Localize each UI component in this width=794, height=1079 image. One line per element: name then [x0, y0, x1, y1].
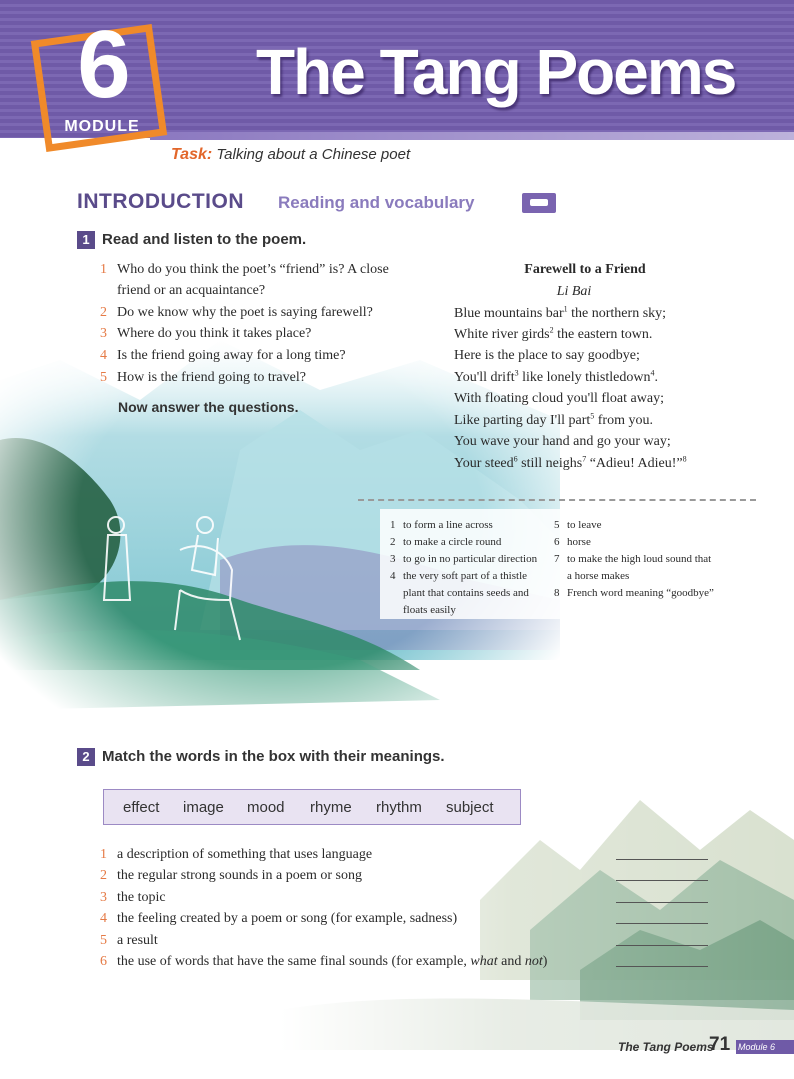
page-number: 71	[709, 1034, 731, 1055]
footer-title: The Tang Poems	[618, 1040, 714, 1054]
meaning-item	[100, 844, 720, 866]
question-item	[100, 323, 430, 344]
answer-blank[interactable]	[616, 966, 708, 967]
answer-blank[interactable]	[616, 880, 708, 881]
poem-line: You'll drift$^3$ like lonely thistledown$^4$.	[454, 368, 658, 385]
activity-number: 2	[77, 748, 95, 766]
section-subheading: Reading and vocabulary	[278, 193, 475, 212]
meaning-number: 1	[100, 847, 107, 862]
task-label: Task:	[171, 146, 213, 163]
question-item	[100, 302, 430, 323]
word-box-item: effect	[123, 799, 160, 816]
poem-line: Blue mountains bar$^1$ the northern sky;	[454, 304, 667, 321]
meaning-text: a result	[117, 933, 158, 948]
answer-blank[interactable]	[616, 859, 708, 860]
footnote: 8 French word meaning “goodbye”	[554, 587, 714, 599]
meaning-number: 5	[100, 933, 107, 948]
meaning-item	[100, 951, 720, 973]
question-number: 3	[100, 326, 107, 341]
module-number: 6	[77, 11, 131, 118]
answer-blank[interactable]	[616, 945, 708, 946]
footnote: 3 to go in no particular direction	[390, 553, 538, 565]
word-box-item: mood	[247, 799, 285, 816]
task-line	[171, 144, 571, 166]
footnote: 4 the very soft part of a thistle plant that contains seeds and floats easily	[390, 570, 529, 616]
poem-author: Li Bai	[556, 284, 592, 299]
question-number: 5	[100, 370, 107, 385]
word-box-item: image	[183, 799, 224, 816]
meaning-text: the regular strong sounds in a poem or song	[117, 868, 362, 883]
activity-title: Match the words in the box with their meanings.	[102, 748, 445, 765]
footnote: 1 to form a line across	[390, 519, 493, 531]
question-text: Is the friend going away for a long time?	[117, 348, 346, 363]
footnote: 2 to make a circle round	[390, 536, 502, 548]
activity-number: 1	[77, 231, 95, 249]
meaning-number: 3	[100, 890, 107, 905]
meaning-number: 2	[100, 868, 107, 883]
poem-line: You wave your hand and go your way;	[454, 434, 671, 449]
meaning-text: the topic	[117, 890, 166, 905]
question-number: 1	[100, 262, 107, 277]
question-item	[100, 367, 430, 388]
question-text: Do we know why the poet is saying farewell?	[117, 305, 373, 320]
footnote: 5 to leave	[554, 519, 602, 531]
poem-line: With floating cloud you'll float away;	[454, 391, 664, 406]
footnote: 6 horse	[554, 536, 591, 548]
meaning-number: 4	[100, 911, 107, 926]
footer-module-label: Module 6	[738, 1042, 776, 1052]
poem-line: Your steed$^6$ still neighs$^7$ “Adieu! Adieu!”$^8$	[454, 454, 687, 471]
meaning-item	[100, 865, 720, 887]
task-text: Talking about a Chinese poet	[216, 146, 411, 163]
poem-line: Here is the place to say goodbye;	[454, 348, 640, 363]
footnote: 7 to make the high loud sound that a horse makes	[554, 553, 712, 582]
section-heading: INTRODUCTION	[77, 190, 244, 213]
header-underline	[150, 132, 794, 140]
question-item	[100, 259, 430, 301]
meaning-item	[100, 908, 720, 930]
question-number: 4	[100, 348, 107, 363]
question-number: 2	[100, 305, 107, 320]
activity-title: Read and listen to the poem.	[102, 231, 307, 248]
question-text: Where do you think it takes place?	[117, 326, 312, 341]
word-box-item: rhyme	[310, 799, 352, 816]
poem-line: White river girds$^2$ the eastern town.	[454, 325, 653, 342]
word-box-item: subject	[446, 799, 494, 816]
question-text: How is the friend going to travel?	[117, 370, 306, 385]
meaning-text: the feeling created by a poem or song (for example, sadness)	[117, 911, 458, 926]
page-title: The Tang Poems	[256, 36, 736, 108]
question-text: friend or an acquaintance?	[117, 283, 266, 298]
poem-title: Farewell to a Friend	[524, 262, 646, 277]
question-text: Who do you think the poet’s “friend” is? A close	[117, 262, 389, 277]
word-box-item: rhythm	[376, 799, 422, 816]
meaning-text: the use of words that have the same final sounds (for example, what and not)	[117, 954, 548, 969]
meaning-number: 6	[100, 954, 107, 969]
footnote-divider	[358, 499, 756, 501]
poem-line: Like parting day I'll part$^5$ from you.	[454, 411, 653, 428]
meaning-text: a description of something that uses language	[117, 847, 373, 862]
answer-blank[interactable]	[616, 902, 708, 903]
module-label: MODULE	[64, 118, 140, 135]
question-item	[100, 345, 430, 366]
meaning-item	[100, 930, 720, 952]
answer-blank[interactable]	[616, 923, 708, 924]
cassette-tape-icon	[522, 193, 556, 213]
instruction-text: Now answer the questions.	[118, 399, 299, 415]
meaning-item	[100, 887, 720, 909]
